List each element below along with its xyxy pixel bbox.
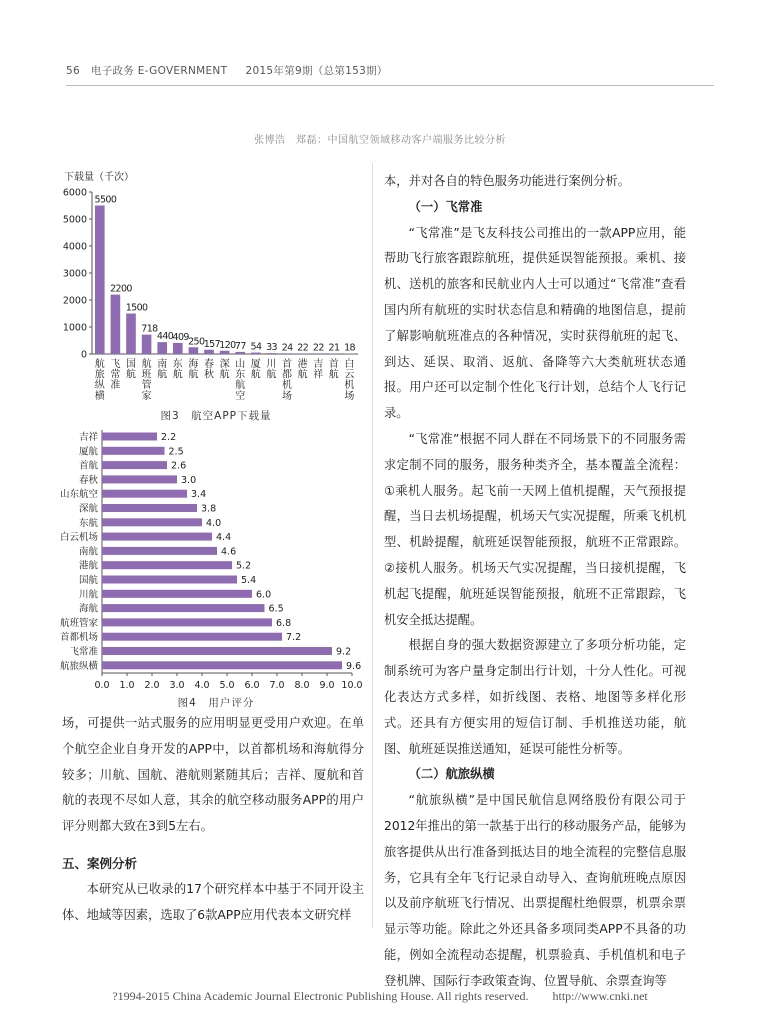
figure4-bar <box>102 618 272 626</box>
figure4-value-label: 4.0 <box>206 517 222 529</box>
subheading-feichangzhun: （一）飞常准 <box>408 199 483 214</box>
figure4-value-label: 6.5 <box>268 603 284 615</box>
figure4-caption: 图4 用户评分 <box>177 697 255 709</box>
figure4-category-label: 航旅纵横 <box>59 660 98 672</box>
figure4-category-label: 厦航 <box>78 446 98 458</box>
figure3-bar <box>189 347 199 354</box>
figure3-value-label: 18 <box>344 342 355 354</box>
figure3-category-label: 吉祥 <box>313 359 324 381</box>
figure4-x-tick-label: 6.0 <box>244 680 260 691</box>
figure4-bar <box>102 490 187 498</box>
figure4-bar <box>102 647 332 655</box>
figure4-value-label: 5.4 <box>241 575 257 586</box>
section-heading-5: 五、案例分析 <box>62 855 138 871</box>
figure3-bar <box>173 343 183 354</box>
right-para-4: “航旅纵横”是中国民航信息网络股份有限公司于2012年推出的第一款基于出行的移动服务产品，能够为旅客提供从出行准备到抵达目的地全流程的完整信息服务，它具有全年飞行记录自动导入、查询航班晚点原因以及前序航班飞行情况、出票提醒杜绝假票，机票余票显示等功能。除此之外还具备多项同类APP不具备的功能，例如全流程动态提醒，机票验真、手机值机和电子登机牌、国际行李政策查询、位置导航、余票查询等 <box>384 793 686 988</box>
figure4-value-label: 4.4 <box>216 532 232 544</box>
figure3-category-label: 深航 <box>219 359 230 381</box>
figure3-value-label: 54 <box>250 341 262 353</box>
figure3-value-label: 1500 <box>125 302 148 314</box>
figure4-value-label: 5.2 <box>236 560 252 572</box>
figure4-category-label: 国航 <box>78 575 98 586</box>
figure4-bar <box>102 433 157 441</box>
figure4-category-label: 川航 <box>78 589 98 601</box>
figure4-category-label: 深航 <box>78 503 98 515</box>
figure3-y-tick-label: 2000 <box>62 295 87 307</box>
page-number: 56 <box>66 65 80 77</box>
figure4-x-tick-label: 1.0 <box>119 680 135 691</box>
figure3-y-tick-label: 0 <box>80 349 87 361</box>
figure3-y-axis-label: 下载量（千次） <box>64 172 134 183</box>
figure4-value-label: 9.6 <box>346 660 362 672</box>
figure4-category-labels <box>60 431 99 672</box>
figure4-x-tick-label: 0.0 <box>94 680 110 691</box>
figure3-value-label: 2200 <box>110 283 132 295</box>
figure4-x-ticks <box>94 673 362 691</box>
figure4-bar <box>102 547 217 555</box>
figure3-bar-chart <box>58 170 368 406</box>
figure3-category-label: 南航 <box>157 359 168 381</box>
figure3-value-label: 22 <box>312 342 324 354</box>
figure3-y-tick-label: 4000 <box>62 241 87 253</box>
figure4-x-tick-label: 7.0 <box>269 680 285 691</box>
figure4-category-label: 海航 <box>78 603 98 615</box>
figure4-bar <box>102 461 167 469</box>
figure4-category-label: 航班管家 <box>59 617 98 629</box>
figure4-value-label: 2.2 <box>161 432 177 443</box>
figure4-category-label: 春秋 <box>78 474 98 486</box>
figure4-x-tick-label: 3.0 <box>169 680 185 691</box>
figure3-value-label: 77 <box>234 340 246 352</box>
journal-name: 电子政务 E-GOVERNMENT <box>90 65 228 77</box>
figure4-category-label: 白云机场 <box>59 532 98 544</box>
figure3-value-label: 22 <box>297 342 309 354</box>
copyright-footer: ?1994-2015 China Academic Journal Electronic Publishing House. All rights reserved. http://www.cnki.net <box>112 989 648 1003</box>
figure3-bar <box>267 353 277 354</box>
figure4-x-tick-label: 8.0 <box>294 680 310 691</box>
figure3-value-label: 21 <box>328 342 340 354</box>
figure3-category-label: 海航 <box>188 359 199 381</box>
figure4-bar <box>102 633 282 641</box>
figure3-category-label: 首都机场 <box>282 359 292 402</box>
left-column <box>62 711 364 928</box>
figure4-category-label: 港航 <box>78 560 98 572</box>
figure3-y-tick-label: 5000 <box>62 214 87 226</box>
figure4-category-label: 吉祥 <box>78 432 98 443</box>
figure3-category-label: 春秋 <box>204 359 214 381</box>
figure3-bar <box>142 335 152 354</box>
right-para-3: 根据自身的强大数据资源建立了多项分析功能，定制系统可为客户量身定制出行计划，十分人性化。可视化表达方式多样，如折线图、表格、地图等多样化形式。还具有方便实用的短信订制、手机推送功能，航图、航班延误推送通知，延误可能性分析等。 <box>384 638 686 756</box>
figure4-bar <box>102 561 232 569</box>
figure4-x-tick-label: 5.0 <box>219 680 235 691</box>
figure4-value-label: 2.5 <box>168 446 184 458</box>
figure3-bars <box>95 206 354 355</box>
figure3-bar <box>282 353 292 354</box>
figure3-value-label: 120 <box>219 339 236 351</box>
figure3-category-label: 飞常准 <box>110 359 121 392</box>
figure3-bar <box>313 353 323 354</box>
figure3-category-label: 川航 <box>266 359 277 381</box>
subheading-hanglvzongheng: （二）航旅纵横 <box>408 767 495 782</box>
figure3-category-label: 港航 <box>297 359 308 381</box>
figure4-x-tick-label: 10.0 <box>341 680 363 691</box>
figure3-bar <box>95 206 105 355</box>
figure3-value-label: 24 <box>281 342 293 354</box>
figure4-bar <box>102 475 177 483</box>
figure3-category-label: 厦航 <box>250 359 261 381</box>
figure4-category-label: 山东航空 <box>59 489 98 501</box>
figure3-category-label: 航班管家 <box>141 359 152 402</box>
figure4-value-label: 9.2 <box>336 646 352 658</box>
figure3-bar <box>157 342 167 354</box>
figure4-category-label: 东航 <box>78 517 98 529</box>
figure4-bar <box>102 604 265 612</box>
figure3-category-label: 山东航空 <box>235 359 246 402</box>
figure4-value-label: 6.0 <box>256 589 272 601</box>
figure4-x-tick-label: 2.0 <box>144 680 160 691</box>
figure3-bar <box>220 351 230 354</box>
figure3-category-label: 白云机场 <box>344 359 355 402</box>
page-header <box>66 63 388 78</box>
figure4-value-label: 7.2 <box>286 632 302 644</box>
figure3-y-tick-label: 3000 <box>62 268 87 280</box>
figure4-bar <box>102 504 197 512</box>
figure4-x-tick-label: 4.0 <box>194 680 210 691</box>
figure3-caption: 图3 航空APP下载量 <box>160 410 272 422</box>
figure3-category-label: 国航 <box>126 359 136 381</box>
figure3-bar <box>298 353 308 354</box>
figure4-bar <box>102 661 342 669</box>
figure3-value-label: 5500 <box>94 194 117 206</box>
left-para-continued: 场，可提供一站式服务的应用明显更受用户欢迎。在单个航空企业自身开发的APP中，以首都机场和海航得分较多；川航、国航、港航则紧随其后；吉祥、厦航和首航的表现不尽如人意，其余的航空移动服务APP的用户评分则都大致在3到5左右。 <box>62 716 364 834</box>
figure3-bar <box>235 352 245 354</box>
figure3-value-label: 250 <box>188 336 205 348</box>
figure4-bar <box>102 576 237 584</box>
figure3-y-tick-label: 6000 <box>62 187 87 199</box>
figure3-bar <box>126 314 136 355</box>
header-rule <box>66 85 714 86</box>
figure3-bar <box>204 350 214 354</box>
figure3-category-label: 首航 <box>328 359 339 381</box>
figure4-bar <box>102 447 165 455</box>
column-divider <box>372 163 373 928</box>
figure4-value-label: 2.6 <box>171 460 187 472</box>
figure3-category-labels <box>95 357 355 402</box>
figure4-x-tick-label: 9.0 <box>319 680 335 691</box>
figure3-value-label: 440 <box>156 331 174 343</box>
figure4-bar <box>102 518 202 526</box>
figure3-bar <box>251 353 261 354</box>
figure3-y-ticks <box>63 188 92 361</box>
figure4-bar <box>102 590 252 598</box>
figure3-value-label: 718 <box>141 323 158 335</box>
figure4-category-label: 首航 <box>78 460 98 472</box>
figure4-value-label: 4.6 <box>221 546 237 558</box>
figure3-y-tick-label: 1000 <box>62 322 87 334</box>
figure4-bar <box>102 533 212 541</box>
figure4-value-label: 3.0 <box>181 474 197 486</box>
right-para-2: “飞常准”根据不同人群在不同场景下的不同服务需求定制不同的服务，服务种类齐全，基本覆盖全流程：①乘机人服务。起飞前一天网上值机提醒，天气预报提醒，当日去机场提醒，机场天气实况提醒，所乘飞机机型、机龄提醒，航班延误智能预报，航班不正常跟踪。②接机人服务。机场天气实况提醒，当日接机提醒，飞机起飞提醒，航班延误智能预报，航班不正常跟踪，飞机安全抵达提醒。 <box>384 431 686 627</box>
running-title: 张博浩 郑磊：中国航空领域移动客户端服务比较分析 <box>254 135 506 146</box>
right-para-1: “飞常准”是飞友科技公司推出的一款APP应用，能帮助飞行旅客跟踪航班，提供延误智能预报。乘机、接机、送机的旅客和民航业内人士可以通过“飞常准”查看国内所有航班的实时状态信息和精确的地图信息，提前了解影响航班准点的各种情况，实时获得航班的起飞、到达、延误、取消、返航、备降等六大类航班状态通报。用户还可以定制个性化飞行计划，总结个人飞行记录。 <box>384 225 686 421</box>
figure4-category-label: 南航 <box>78 546 98 558</box>
right-para-0: 本，并对各自的特色服务功能进行案例分析。 <box>384 174 630 188</box>
figure3-category-label: 航旅纵横 <box>94 359 105 402</box>
figure4-bar-chart <box>58 428 370 694</box>
figure4-category-label: 首都机场 <box>59 632 98 644</box>
figure3-value-label: 157 <box>203 338 221 350</box>
figure4-value-label: 3.4 <box>191 489 207 501</box>
figure3-bar <box>329 353 339 354</box>
right-column <box>384 169 686 995</box>
issue-info: 2015年第9期（总第153期） <box>245 65 388 77</box>
figure4-value-label: 3.8 <box>201 503 217 515</box>
figure4-value-label: 6.8 <box>276 617 292 629</box>
figure3-value-label: 409 <box>172 331 189 343</box>
figure3-bar <box>111 295 121 354</box>
left-para-case-study: 本研究从已收录的17个研究样本中基于不同开设主体、地域等因素，选取了6款APP应用代表本文研究样 <box>62 881 364 922</box>
figure3-category-label: 东航 <box>172 359 183 381</box>
figure3-value-label: 33 <box>266 342 277 354</box>
figure4-category-label: 飞常准 <box>69 646 98 658</box>
